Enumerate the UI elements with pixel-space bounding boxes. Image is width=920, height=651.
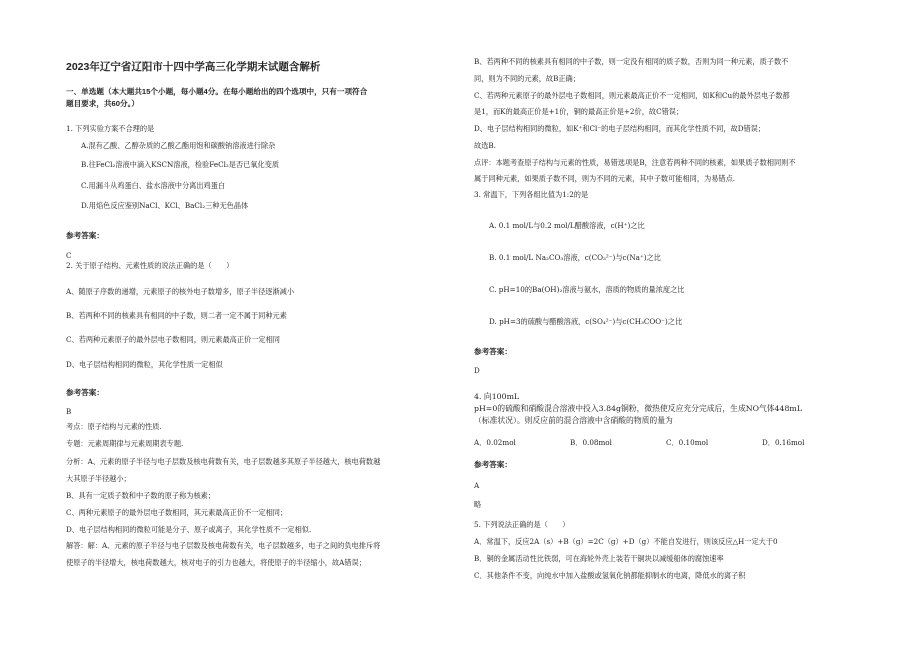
- q2-explanation-cont: 属于同种元素，如果质子数不同，则为不同的元素，其中子数可能相同，为易错点.: [474, 174, 736, 183]
- q2-option-c: C、若两种元素原子的最外层电子数相同，则元素最高正价一定相同: [66, 335, 280, 344]
- q5-option-b: B．铜的金属活动性比铁弱，可在海轮外壳上装若干铜块以减缓船体的腐蚀速率: [474, 554, 724, 563]
- q2-explanation-line: 考点：原子结构与元素的性质.: [66, 422, 162, 431]
- q2-explanation-line: 解答：解：A、元素的原子半径与电子层数及核电荷数有关，电子层数越多，电子之间的负电排斥将: [66, 541, 381, 550]
- q3-answer-label: 参考答案：: [474, 347, 512, 356]
- page-title: 2023年辽宁省辽阳市十四中学高三化学期末试题含解析: [66, 61, 321, 73]
- q5-stem: 5. 下列说法正确的是（ ）: [474, 520, 570, 529]
- q1-option-d: D.用焰色反应鉴别NaCl、KCl、BaCl₂三种无色晶体: [81, 201, 249, 210]
- q3-answer: D: [474, 366, 480, 375]
- q3-option-b: B. 0.1 mol/L Na₂CO₃溶液，c(CO₃²⁻)与c(Na⁺)之比: [489, 253, 661, 262]
- q2-explanation-line: 专题：元素周期律与元素周期表专题.: [66, 439, 184, 448]
- q3-option-a: A. 0.1 mol/L与0.2 mol/L醋酸溶液，c(H⁺)之比: [489, 221, 645, 230]
- q2-stem: 2. 关于原子结构、元素性质的说法正确的是（ ）: [66, 261, 234, 270]
- q4-stem-line3: （标准状况）。则反应前的混合溶液中含硝酸的物质的量为: [474, 416, 673, 425]
- q2-answer: B: [66, 407, 72, 416]
- q2-option-d: D、电子层结构相同的微粒，其化学性质一定相似: [66, 360, 223, 369]
- q4-option-b: B．0.08mol: [570, 438, 612, 447]
- q1-option-a: A.混有乙酸、乙醇杂质的乙酸乙酯用饱和碳酸钠溶液进行除杂: [81, 141, 276, 150]
- q3-option-c: C. pH=10的Ba(OH)₂溶液与氨水，溶质的物质的量浓度之比: [489, 285, 685, 294]
- q2-explanation-cont: C、若两种元素原子的最外层电子数相同，则元素最高正价不一定相同，如K和Cu的最外层电子数都: [474, 91, 790, 100]
- q4-option-c: C．0.10mol: [666, 438, 709, 447]
- q2-explanation-cont: 故选B.: [474, 141, 496, 150]
- q3-option-d: D. pH=3的硫酸与醋酸溶液，c(SO₄²⁻)与c(CH₃COO⁻)之比: [489, 317, 683, 326]
- q4-option-d: D．0.16mol: [762, 438, 805, 447]
- q1-answer: C: [66, 251, 72, 260]
- q1-option-c: C.用漏斗从鸡蛋白、盐水溶液中分离出鸡蛋白: [81, 181, 226, 190]
- section-heading-line2: 题目要求，共60分。）: [66, 99, 139, 108]
- q2-answer-label: 参考答案：: [66, 388, 104, 397]
- q2-explanation-line: 大其原子半径越小；: [66, 474, 131, 483]
- q2-option-b: B、若两种不同的核素具有相同的中子数，则二者一定不属于同种元素: [66, 311, 287, 320]
- q2-explanation-cont: B、若两种不同的核素具有相同的中子数，则一定没有相同的质子数，否则为同一种元素，质子数不: [474, 57, 789, 66]
- section-heading-line1: 一、单选题（本大题共15个小题，每小题4分。在每小题给出的四个选项中，只有一项符合: [66, 87, 368, 96]
- q1-stem: 1. 下列实验方案不合理的是: [66, 124, 155, 133]
- q4-answer: A: [474, 481, 480, 490]
- q2-explanation-line: B、具有一定质子数和中子数的原子称为核素；: [66, 491, 216, 500]
- q5-option-c: C．其他条件不变，向纯水中加入盐酸或氢氧化钠都能抑制水的电离，降低水的离子积: [474, 571, 746, 580]
- q4-note: 略: [474, 500, 482, 509]
- q2-option-a: A、随原子序数的递增，元素原子的核外电子数增多，原子半径逐渐减小: [66, 287, 295, 296]
- q5-option-a: A．常温下，反应2A（s）+B（g）=2C（g）+D（g）不能自发进行，则该反应△H一定大于0: [474, 537, 778, 546]
- q2-explanation-cont: D、电子层结构相同的微粒，如K⁺和Cl⁻的电子层结构相同，而其化学性质不同，故D错误；: [474, 124, 766, 133]
- q2-explanation-line: 使原子的半径增大，核电荷数越大，核对电子的引力也越大，将使原子的半径缩小，故A错误；: [66, 558, 366, 567]
- q3-stem: 3. 常温下，下列各组比值为1:2的是: [474, 190, 589, 199]
- q2-explanation-cont: 是1，而K的最高正价是+1价，铜的最高正价是+2价，故C错误；: [474, 107, 684, 116]
- q2-explanation-line: 分析：A、元素的原子半径与电子层数及核电荷数有关，电子层数越多其原子半径越大，核电荷数越: [66, 457, 381, 466]
- q2-explanation-cont: 点评：本题考查原子结构与元素的性质，易错选项是B，注意若两种不同的核素，如果质子数相同则不: [474, 158, 796, 167]
- q4-stem-line2: pH=0的硫酸和硝酸混合溶液中投入3.84g铜粉，微热使反应充分完成后，生成NO气体448mL: [474, 404, 803, 413]
- q4-stem-line1: 4. 向100mL: [474, 392, 520, 401]
- q4-option-a: A．0.02mol: [474, 438, 516, 447]
- q1-option-b: B.往FeCl₂溶液中滴入KSCN溶液，检验FeCl₂是否已氧化变质: [81, 160, 280, 169]
- q2-explanation-line: C、两种元素原子的最外层电子数相同，其元素最高正价不一定相同；: [66, 508, 288, 517]
- q4-answer-label: 参考答案：: [474, 460, 512, 469]
- q1-answer-label: 参考答案：: [66, 231, 104, 240]
- q2-explanation-cont: 同，则为不同的元素，故B正确；: [474, 74, 580, 83]
- q2-explanation-line: D、电子层结构相同的微粒可能是分子、原子或离子，其化学性质不一定相似.: [66, 525, 312, 534]
